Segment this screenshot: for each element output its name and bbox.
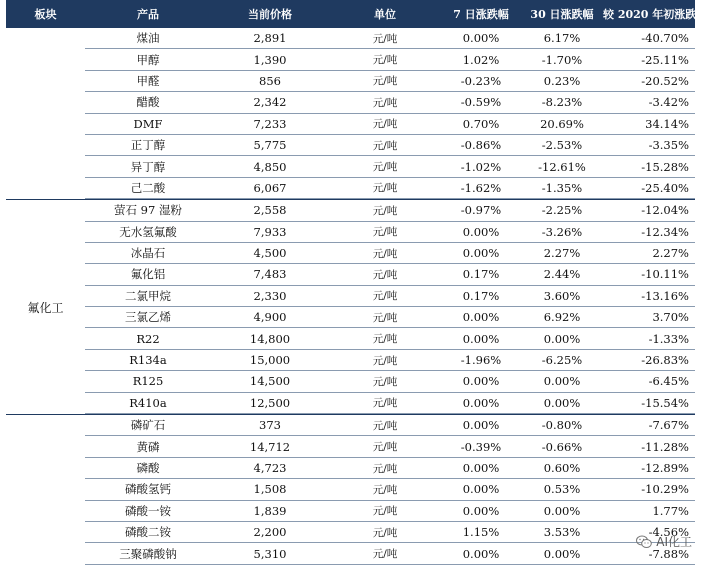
cell-unit: 元/吨	[372, 526, 398, 539]
cell-change-ytd: -40.70%	[641, 31, 689, 46]
cell-change-30d: 0.00%	[543, 395, 581, 410]
cell-change-30d: 0.23%	[543, 73, 581, 88]
cell-unit: 元/吨	[372, 354, 398, 367]
cell-change-ytd: -7.88%	[648, 546, 689, 561]
cell-price: 1,508	[253, 482, 287, 497]
cell-price: 7,933	[253, 224, 287, 239]
header-7d: 7 日涨跌幅	[453, 8, 509, 21]
cell-change-ytd: -12.04%	[641, 203, 689, 218]
cell-product: R125	[132, 374, 164, 389]
cell-price: 4,723	[253, 461, 287, 475]
cell-change-ytd: -7.67%	[648, 418, 689, 433]
cell-product: 煤油	[136, 31, 160, 46]
table-row	[85, 49, 695, 70]
cell-price: 4,850	[253, 159, 287, 174]
cell-change-7d: 0.00%	[462, 31, 500, 46]
cell-unit: 元/吨	[372, 54, 398, 67]
cell-change-7d: -0.97%	[460, 203, 502, 218]
cell-price: 6,067	[253, 180, 287, 195]
cell-change-7d: 0.00%	[462, 374, 500, 389]
cell-change-30d: 2.44%	[543, 267, 581, 282]
cell-change-7d: -0.23%	[460, 73, 502, 88]
cell-change-7d: -0.59%	[460, 95, 502, 110]
cell-price: 1,839	[253, 503, 287, 518]
table-row	[85, 522, 695, 543]
cell-price: 4,900	[253, 310, 287, 325]
cell-unit: 元/吨	[372, 182, 398, 195]
cell-change-30d: 0.00%	[543, 331, 581, 346]
cell-unit: 元/吨	[372, 96, 398, 109]
cell-change-7d: 0.70%	[462, 116, 500, 131]
cell-change-7d: 0.00%	[462, 224, 500, 239]
cell-change-ytd: -15.54%	[641, 395, 689, 410]
cell-price: 4,500	[253, 246, 287, 261]
header-product: 产品	[137, 8, 159, 21]
header-price: 当前价格	[248, 8, 292, 21]
cell-change-30d: -0.66%	[541, 439, 583, 454]
cell-product: DMF	[133, 116, 163, 131]
watermark-text: AI化工	[656, 535, 692, 549]
cell-product: R134a	[129, 353, 167, 368]
table-row	[85, 458, 695, 479]
cell-product: 甲醇	[136, 52, 160, 67]
table-row	[85, 479, 695, 500]
cell-product: 三聚磷酸钠	[119, 546, 177, 561]
cell-unit: 元/吨	[372, 290, 398, 303]
table-header	[6, 0, 707, 28]
cell-change-30d: 6.92%	[543, 310, 581, 325]
cell-unit: 元/吨	[372, 333, 398, 346]
cell-product: 冰晶石	[130, 246, 166, 261]
cell-change-30d: -6.25%	[541, 353, 583, 368]
cell-change-30d: -12.61%	[538, 159, 586, 174]
cell-unit: 元/吨	[372, 462, 398, 475]
cell-unit: 元/吨	[372, 441, 398, 454]
cell-unit: 元/吨	[372, 204, 398, 217]
header-ytd: 较 2020 年初涨跌幅	[603, 8, 707, 21]
cell-change-7d: -1.62%	[460, 180, 502, 195]
cell-product: 无水氢氟酸	[119, 224, 177, 239]
cell-change-ytd: 2.27%	[652, 246, 689, 261]
cell-product: 磷酸二铵	[125, 525, 171, 540]
cell-change-ytd: -1.33%	[648, 331, 689, 346]
cell-price: 5,775	[253, 138, 287, 153]
cell-change-7d: 0.00%	[462, 395, 500, 410]
cell-product: 二氯甲烷	[125, 288, 171, 303]
cell-change-ytd: 3.70%	[652, 310, 689, 325]
cell-change-30d: -0.80%	[541, 418, 583, 433]
cell-unit: 元/吨	[372, 226, 398, 239]
sector-label	[6, 28, 85, 199]
cell-unit: 元/吨	[372, 548, 398, 561]
cell-change-7d: 0.00%	[462, 246, 500, 261]
cell-price: 7,233	[253, 116, 287, 131]
cell-product: 异丁醇	[130, 159, 166, 174]
cell-change-7d: -0.39%	[460, 439, 502, 454]
cell-change-30d: -1.35%	[541, 180, 583, 195]
cell-change-7d: 0.17%	[462, 288, 500, 303]
cell-change-ytd: -10.29%	[641, 482, 689, 497]
cell-product: 磷酸一铵	[125, 503, 171, 518]
cell-product: 正丁醇	[130, 138, 166, 153]
cell-unit: 元/吨	[372, 32, 398, 45]
cell-price: 15,000	[249, 353, 291, 368]
table-row	[85, 393, 695, 414]
sector-label	[6, 415, 85, 565]
table-row	[85, 92, 695, 113]
cell-change-30d: 2.27%	[543, 246, 581, 261]
cell-change-ytd: -12.89%	[641, 461, 689, 475]
cell-product: 己二酸	[130, 180, 166, 195]
table-row	[85, 286, 695, 307]
cell-product: 氟化铝	[130, 267, 166, 282]
cell-unit: 元/吨	[372, 139, 398, 152]
table-row	[85, 222, 695, 243]
cell-change-30d: -2.53%	[541, 138, 583, 153]
cell-change-30d: 0.00%	[543, 374, 581, 389]
cell-change-30d: -3.26%	[541, 224, 583, 239]
cell-product: R22	[136, 331, 160, 346]
cell-change-7d: 0.00%	[462, 418, 500, 433]
sector-group	[6, 200, 695, 415]
cell-product: 磷酸氢钙	[125, 482, 171, 497]
wechat-icon	[636, 535, 652, 549]
cell-change-7d: -1.96%	[460, 353, 502, 368]
cell-price: 14,500	[249, 374, 291, 389]
cell-product: 萤石 97 湿粉	[114, 203, 182, 218]
cell-change-ytd: 1.77%	[652, 503, 689, 518]
cell-product: 黄磷	[136, 439, 160, 454]
cell-change-30d: 3.53%	[543, 525, 581, 540]
cell-change-ytd: 34.14%	[645, 116, 689, 131]
cell-change-7d: -0.86%	[460, 138, 502, 153]
cell-price: 2,342	[253, 95, 287, 110]
cell-unit: 元/吨	[372, 419, 398, 432]
cell-product: 磷矿石	[130, 418, 166, 433]
cell-unit: 元/吨	[372, 505, 398, 518]
cell-price: 2,200	[253, 525, 287, 540]
table-row	[85, 28, 695, 49]
cell-price: 2,558	[253, 203, 287, 218]
cell-price: 2,891	[253, 31, 287, 46]
cell-change-7d: 0.00%	[462, 331, 500, 346]
table-body	[6, 28, 695, 565]
cell-change-7d: -1.02%	[460, 159, 502, 174]
table-row	[85, 501, 695, 522]
cell-change-ytd: -11.28%	[641, 439, 689, 454]
cell-change-30d: 0.60%	[543, 461, 581, 475]
cell-unit: 元/吨	[372, 161, 398, 174]
cell-change-30d: 3.60%	[543, 288, 581, 303]
cell-change-30d: 6.17%	[543, 31, 581, 46]
table-row	[85, 71, 695, 92]
sector-group	[6, 415, 695, 565]
cell-product: 甲醛	[136, 73, 160, 88]
cell-change-ytd: -20.52%	[641, 73, 689, 88]
cell-change-30d: 0.00%	[543, 546, 581, 561]
watermark	[636, 533, 692, 550]
table-row	[85, 350, 695, 371]
cell-change-30d: -2.25%	[541, 203, 583, 218]
table-row	[85, 264, 695, 285]
cell-price: 7,483	[253, 267, 287, 282]
cell-unit: 元/吨	[372, 483, 398, 496]
cell-change-ytd: -26.83%	[641, 353, 689, 368]
table-row	[85, 371, 695, 392]
table-row	[85, 200, 695, 221]
cell-change-ytd: -15.28%	[641, 159, 689, 174]
cell-change-ytd: -4.56%	[648, 525, 689, 540]
cell-change-ytd: -12.34%	[641, 224, 689, 239]
cell-change-7d: 0.00%	[462, 461, 500, 475]
cell-unit: 元/吨	[372, 311, 398, 324]
cell-change-ytd: -10.11%	[641, 267, 689, 282]
header-sector: 板块	[34, 8, 57, 21]
table-row	[85, 436, 695, 457]
cell-price: 14,712	[249, 439, 291, 454]
cell-unit: 元/吨	[372, 375, 398, 388]
cell-change-ytd: -25.11%	[641, 52, 689, 67]
cell-price: 12,500	[249, 395, 291, 410]
table-row	[85, 114, 695, 135]
cell-change-30d: -1.70%	[541, 52, 583, 67]
cell-unit: 元/吨	[372, 247, 398, 260]
table-row	[85, 543, 695, 564]
cell-price: 856	[259, 73, 281, 88]
table-row	[85, 243, 695, 264]
cell-unit: 元/吨	[372, 75, 398, 88]
cell-price: 5,310	[253, 546, 287, 561]
table-row	[85, 135, 695, 156]
cell-change-ytd: -25.40%	[641, 180, 689, 195]
cell-unit: 元/吨	[372, 397, 398, 410]
cell-change-30d: 0.53%	[543, 482, 581, 497]
cell-change-7d: 0.00%	[462, 546, 500, 561]
cell-price: 2,330	[253, 288, 287, 303]
table-row	[85, 307, 695, 328]
cell-price: 373	[259, 418, 281, 433]
cell-change-30d: -8.23%	[541, 95, 583, 110]
cell-change-ytd: -13.16%	[641, 288, 689, 303]
header-30d: 30 日涨跌幅	[530, 8, 594, 21]
cell-change-7d: 1.02%	[462, 52, 500, 67]
cell-unit: 元/吨	[372, 268, 398, 281]
cell-change-7d: 0.00%	[462, 503, 500, 518]
cell-change-7d: 0.00%	[462, 310, 500, 325]
cell-price: 1,390	[253, 52, 287, 67]
cell-product: 三氯乙烯	[125, 310, 171, 325]
cell-change-30d: 0.00%	[543, 503, 581, 518]
sector-label: 氟化工	[27, 300, 64, 315]
table-row	[85, 415, 695, 436]
cell-change-30d: 20.69%	[540, 116, 584, 131]
sector-group	[6, 28, 695, 200]
cell-change-7d: 1.15%	[462, 525, 500, 540]
cell-change-7d: 0.17%	[462, 267, 500, 282]
cell-change-ytd: -6.45%	[648, 374, 689, 389]
cell-product: 磷酸	[136, 461, 160, 475]
price-table	[6, 0, 707, 565]
cell-product: 醋酸	[136, 95, 160, 110]
cell-price: 14,800	[249, 331, 291, 346]
table-row	[85, 156, 695, 177]
table-row	[85, 178, 695, 199]
cell-change-ytd: -3.42%	[648, 95, 689, 110]
table-row	[85, 328, 695, 349]
header-unit: 单位	[374, 8, 396, 21]
cell-product: R410a	[129, 395, 167, 410]
cell-change-ytd: -3.35%	[648, 138, 689, 153]
cell-unit: 元/吨	[372, 118, 398, 131]
cell-change-7d: 0.00%	[462, 482, 500, 497]
